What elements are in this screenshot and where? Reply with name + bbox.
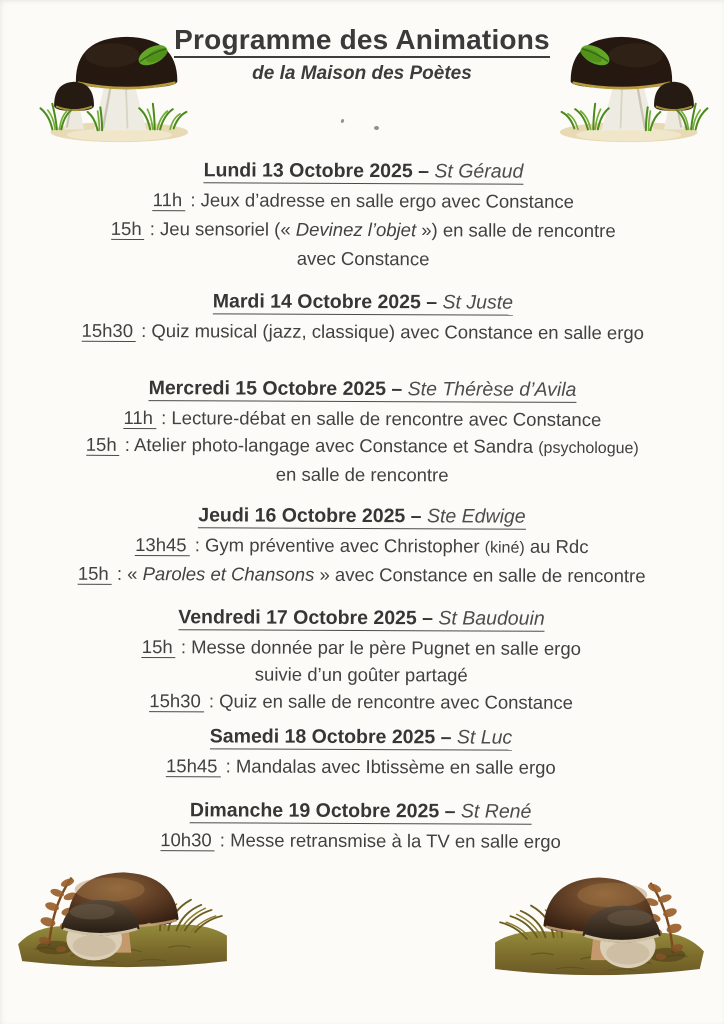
day-heading: [0, 604, 724, 632]
event-time: 15h: [86, 434, 120, 456]
event-text: : Gym préventive avec Christopher: [189, 534, 485, 557]
event-time: 15h30: [82, 320, 137, 342]
event-text: : Jeux d’adresse en salle ergo avec Constance: [185, 189, 574, 212]
day-saint: St Luc: [456, 726, 513, 749]
mushrooms-illustration-bottom-left: [14, 840, 230, 968]
day-saint: Ste Thérèse d’Avila: [407, 378, 577, 401]
event-time: 11h: [153, 189, 186, 211]
day-section-mardi: [1, 288, 724, 346]
event-time: 13h45: [135, 534, 190, 556]
document-header: [0, 24, 724, 85]
day-heading: [0, 797, 723, 825]
event-time: 10h30: [160, 829, 215, 851]
day-date: Vendredi 17 Octobre 2025 –: [178, 606, 439, 630]
day-heading: [0, 723, 723, 751]
event-text: : Quiz en salle de rencontre avec Constance: [203, 690, 574, 713]
day-date: Dimanche 19 Octobre 2025 –: [189, 799, 461, 823]
day-date: Mercredi 15 Octobre 2025 –: [148, 377, 408, 401]
day-date: Samedi 18 Octobre 2025 –: [209, 725, 457, 749]
event-line: [0, 530, 724, 562]
event-text: : Mandalas avec Ibtissème en salle ergo: [220, 755, 556, 778]
event-line: [0, 459, 724, 489]
event-text: : Atelier photo-langage avec Constance et Sandra: [119, 433, 539, 457]
event-time: 15h45: [166, 755, 221, 777]
event-line: [0, 686, 723, 716]
event-line: [0, 559, 724, 591]
event-text: : Messe donnée par le père Pugnet en salle ergo: [175, 636, 581, 659]
day-section-jeudi: [0, 502, 724, 591]
page-title: [174, 24, 550, 56]
event-line: [0, 632, 723, 662]
page-subtitle: de la Maison des Poètes: [252, 63, 472, 84]
day-saint: St Juste: [442, 291, 514, 314]
event-text: en salle de rencontre: [275, 463, 449, 486]
day-date: Lundi 13 Octobre 2025 –: [203, 159, 435, 183]
event-text: suivie d’un goûter partagé: [254, 663, 468, 686]
event-time: 15h: [142, 636, 176, 658]
scan-speck: [374, 126, 379, 130]
event-line: [1, 243, 724, 273]
event-text: : «: [111, 562, 143, 585]
event-line: [0, 659, 723, 689]
mushrooms-illustration-bottom-right: [492, 844, 708, 976]
event-text: ») en salle de rencontre: [416, 219, 616, 242]
day-saint: St Géraud: [434, 160, 524, 183]
day-heading: [0, 502, 724, 530]
day-section-mercredi: [0, 375, 724, 489]
day-heading: [0, 375, 724, 403]
day-saint: St René: [460, 800, 532, 823]
event-text: : Quiz musical (jazz, classique) avec Constance en salle ergo: [135, 320, 645, 344]
event-time: 15h: [78, 563, 112, 585]
event-time: 11h: [123, 407, 156, 429]
event-text: : Messe retransmise à la TV en salle ergo: [214, 829, 561, 852]
event-line: [1, 185, 724, 217]
scan-speck: [340, 119, 344, 124]
event-text-small: (kiné): [484, 539, 525, 557]
page-title-text: Programme des Animations: [174, 24, 550, 58]
day-section-vendredi: [0, 604, 724, 716]
event-line: [0, 751, 723, 781]
event-text: avec Constance: [296, 247, 430, 270]
event-text-small: (psychologue): [538, 439, 639, 458]
event-text-italic: Paroles et Chansons: [142, 563, 315, 585]
day-section-lundi: [1, 157, 724, 273]
day-heading: [1, 157, 724, 185]
day-saint: St Baudouin: [438, 607, 545, 630]
day-date: Mardi 14 Octobre 2025 –: [212, 290, 443, 314]
day-heading: [1, 288, 724, 316]
event-time: 15h: [111, 218, 145, 240]
day-section-samedi: [0, 723, 723, 781]
event-time: 15h30: [149, 690, 204, 712]
event-line: [1, 316, 724, 346]
event-text: : Jeu sensoriel («: [144, 218, 296, 240]
event-text: : Lecture-débat en salle de rencontre avec Constance: [155, 407, 602, 431]
event-text: » avec Constance en salle de rencontre: [314, 563, 646, 587]
program-list: [0, 157, 724, 855]
event-line: [1, 214, 724, 246]
event-text-italic: Devinez l’objet: [295, 218, 417, 241]
event-line: [0, 403, 724, 433]
event-text: au Rdc: [524, 535, 589, 557]
day-date: Jeudi 16 Octobre 2025 –: [198, 504, 428, 528]
day-saint: Ste Edwige: [426, 505, 526, 528]
event-line: [0, 430, 724, 462]
